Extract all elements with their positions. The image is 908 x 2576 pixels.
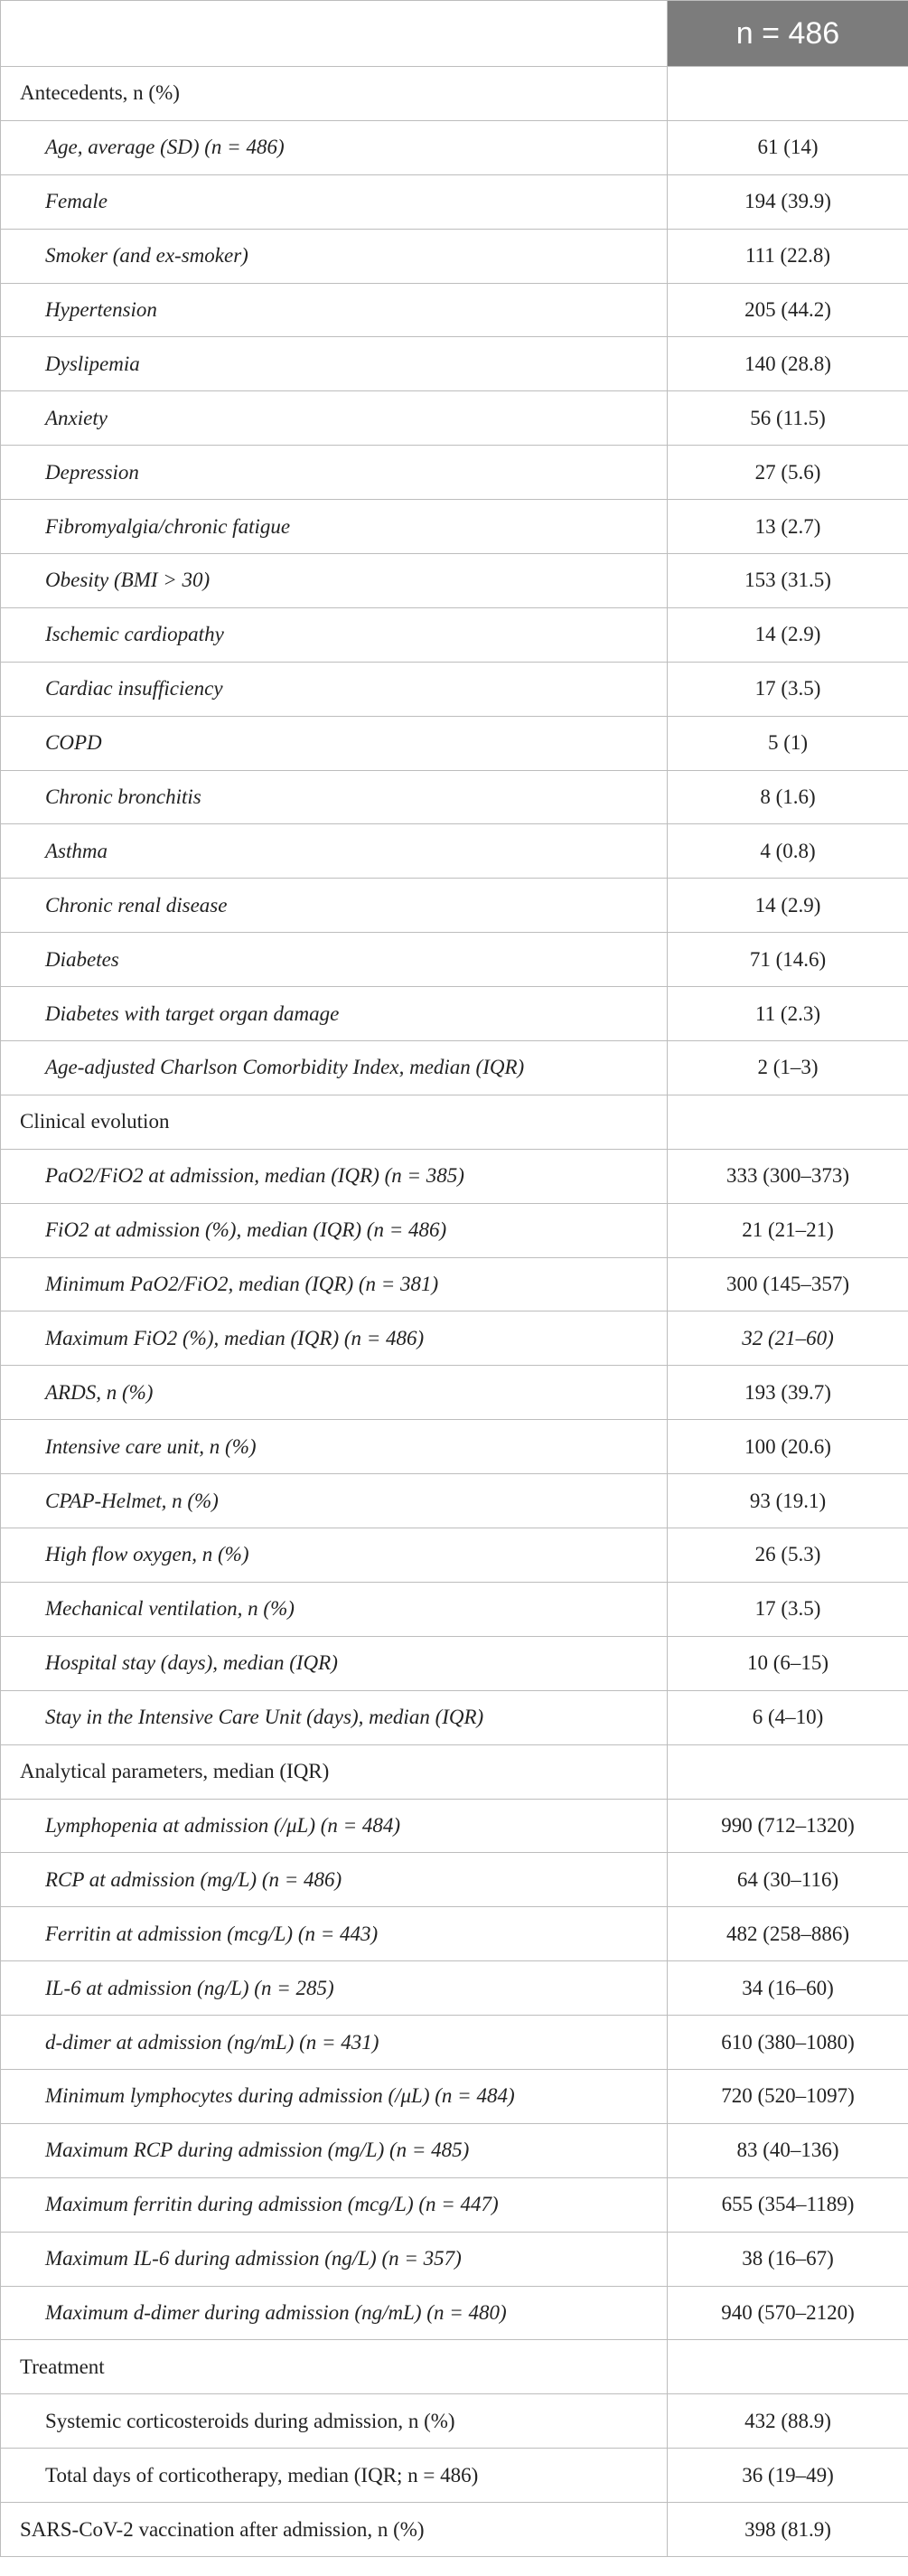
table-row (1, 2449, 908, 2503)
row-value: 482 (258–886) (668, 1907, 908, 1961)
row-value: 11 (2.3) (668, 987, 908, 1041)
row-value: 36 (19–49) (668, 2449, 908, 2503)
section-title: Clinical evolution (1, 1095, 668, 1149)
row-label: Total days of corticotherapy, median (IQR; n = 486) (1, 2449, 668, 2503)
row-value: 93 (19.1) (668, 1474, 908, 1528)
row-value: 720 (520–1097) (668, 2069, 908, 2123)
row-value: 990 (712–1320) (668, 1799, 908, 1853)
row-label: Lymphopenia at admission (/μL) (n = 484) (1, 1799, 668, 1853)
section-title: Treatment (1, 2340, 668, 2394)
row-label: Minimum PaO2/FiO2, median (IQR) (n = 381) (1, 1257, 668, 1312)
table-row (1, 2503, 908, 2557)
row-value: 32 (21–60) (668, 1312, 908, 1366)
row-label: Mechanical ventilation, n (%) (1, 1582, 668, 1636)
row-value: 333 (300–373) (668, 1149, 908, 1203)
row-label: COPD (1, 716, 668, 770)
table-row (1, 1041, 908, 1095)
section-row (1, 1744, 908, 1799)
table-row (1, 337, 908, 391)
row-label: Age, average (SD) (n = 486) (1, 120, 668, 174)
table-row (1, 1961, 908, 2016)
row-value: 2 (1–3) (668, 1041, 908, 1095)
row-value: 34 (16–60) (668, 1961, 908, 2016)
section-title: Analytical parameters, median (IQR) (1, 1744, 668, 1799)
row-label: Cardiac insufficiency (1, 662, 668, 716)
table-row (1, 1312, 908, 1366)
table-row (1, 1636, 908, 1690)
row-label: Minimum lymphocytes during admission (/μL) (n = 484) (1, 2069, 668, 2123)
row-value: 14 (2.9) (668, 607, 908, 662)
row-label: Asthma (1, 824, 668, 879)
row-value: 432 (88.9) (668, 2394, 908, 2449)
table-row (1, 2016, 908, 2070)
row-label: Diabetes (1, 933, 668, 987)
table-row (1, 1907, 908, 1961)
row-label: RCP at admission (mg/L) (n = 486) (1, 1853, 668, 1907)
table-row (1, 391, 908, 446)
section-title: Antecedents, n (%) (1, 67, 668, 121)
table-row (1, 446, 908, 500)
table-row (1, 987, 908, 1041)
row-label: Anxiety (1, 391, 668, 446)
row-value: 5 (1) (668, 716, 908, 770)
section-empty-cell (668, 1744, 908, 1799)
section-row (1, 1095, 908, 1149)
table-row (1, 1690, 908, 1744)
table-row (1, 1149, 908, 1203)
row-label: Ferritin at admission (mcg/L) (n = 443) (1, 1907, 668, 1961)
row-value: 398 (81.9) (668, 2503, 908, 2557)
row-label: CPAP-Helmet, n (%) (1, 1474, 668, 1528)
row-value: 13 (2.7) (668, 500, 908, 554)
row-value: 38 (16–67) (668, 2232, 908, 2286)
row-label: IL-6 at admission (ng/L) (n = 285) (1, 1961, 668, 2016)
row-label: Smoker (and ex-smoker) (1, 229, 668, 283)
row-value: 655 (354–1189) (668, 2177, 908, 2232)
section-empty-cell (668, 2340, 908, 2394)
section-row (1, 2340, 908, 2394)
table-row (1, 1582, 908, 1636)
row-value: 111 (22.8) (668, 229, 908, 283)
row-label: FiO2 at admission (%), median (IQR) (n = 486) (1, 1203, 668, 1257)
row-label: Female (1, 174, 668, 229)
table-row (1, 1366, 908, 1420)
table-row (1, 229, 908, 283)
row-label: Diabetes with target organ damage (1, 987, 668, 1041)
table-row (1, 2123, 908, 2177)
row-label: PaO2/FiO2 at admission, median (IQR) (n = 385) (1, 1149, 668, 1203)
table-row (1, 500, 908, 554)
row-label: Systemic corticosteroids during admission, n (%) (1, 2394, 668, 2449)
row-value: 71 (14.6) (668, 933, 908, 987)
row-value: 14 (2.9) (668, 879, 908, 933)
row-label: ARDS, n (%) (1, 1366, 668, 1420)
row-value: 205 (44.2) (668, 283, 908, 337)
row-label: Intensive care unit, n (%) (1, 1420, 668, 1474)
table-row (1, 120, 908, 174)
table-header-row (1, 1, 908, 67)
row-value: 6 (4–10) (668, 1690, 908, 1744)
row-value: 8 (1.6) (668, 770, 908, 824)
row-label: Ischemic cardiopathy (1, 607, 668, 662)
row-label: Maximum ferritin during admission (mcg/L) (n = 447) (1, 2177, 668, 2232)
row-value: 4 (0.8) (668, 824, 908, 879)
table-row (1, 662, 908, 716)
table-row (1, 1420, 908, 1474)
table-row (1, 2286, 908, 2340)
row-value: 64 (30–116) (668, 1853, 908, 1907)
row-label: Age-adjusted Charlson Comorbidity Index, median (IQR) (1, 1041, 668, 1095)
table-row (1, 1474, 908, 1528)
row-label: Obesity (BMI > 30) (1, 554, 668, 608)
table-row (1, 554, 908, 608)
row-label: d-dimer at admission (ng/mL) (n = 431) (1, 2016, 668, 2070)
table-row (1, 2394, 908, 2449)
row-value: 17 (3.5) (668, 1582, 908, 1636)
table-row (1, 2177, 908, 2232)
section-row (1, 67, 908, 121)
row-value: 56 (11.5) (668, 391, 908, 446)
table-row (1, 1203, 908, 1257)
header-n-cell: n = 486 (668, 1, 908, 67)
row-value: 17 (3.5) (668, 662, 908, 716)
row-label: Maximum IL-6 during admission (ng/L) (n = 357) (1, 2232, 668, 2286)
row-value: 153 (31.5) (668, 554, 908, 608)
section-empty-cell (668, 67, 908, 121)
row-value: 61 (14) (668, 120, 908, 174)
row-label: Chronic renal disease (1, 879, 668, 933)
row-label: Fibromyalgia/chronic fatigue (1, 500, 668, 554)
table-row (1, 2232, 908, 2286)
row-value: 193 (39.7) (668, 1366, 908, 1420)
row-label: Maximum d-dimer during admission (ng/mL) (n = 480) (1, 2286, 668, 2340)
table-row (1, 824, 908, 879)
table-row (1, 716, 908, 770)
section-empty-cell (668, 1095, 908, 1149)
row-label: Dyslipemia (1, 337, 668, 391)
table-row (1, 2069, 908, 2123)
row-value: 610 (380–1080) (668, 2016, 908, 2070)
table-row (1, 933, 908, 987)
row-value: 140 (28.8) (668, 337, 908, 391)
row-label: Maximum RCP during admission (mg/L) (n = 485) (1, 2123, 668, 2177)
table-row (1, 1528, 908, 1583)
header-empty-cell (1, 1, 668, 67)
table-body (1, 67, 908, 2557)
table-row (1, 879, 908, 933)
row-value: 27 (5.6) (668, 446, 908, 500)
row-label: Hypertension (1, 283, 668, 337)
row-label: Maximum FiO2 (%), median (IQR) (n = 486) (1, 1312, 668, 1366)
row-label: Stay in the Intensive Care Unit (days), median (IQR) (1, 1690, 668, 1744)
row-label: SARS-CoV-2 vaccination after admission, n (%) (1, 2503, 668, 2557)
row-label: Depression (1, 446, 668, 500)
row-label: Chronic bronchitis (1, 770, 668, 824)
row-value: 100 (20.6) (668, 1420, 908, 1474)
table-row (1, 770, 908, 824)
row-value: 26 (5.3) (668, 1528, 908, 1583)
row-value: 10 (6–15) (668, 1636, 908, 1690)
table-row (1, 607, 908, 662)
table-row (1, 174, 908, 229)
table-row (1, 1257, 908, 1312)
row-label: Hospital stay (days), median (IQR) (1, 1636, 668, 1690)
row-value: 940 (570–2120) (668, 2286, 908, 2340)
row-value: 300 (145–357) (668, 1257, 908, 1312)
row-value: 21 (21–21) (668, 1203, 908, 1257)
table-row (1, 1853, 908, 1907)
row-value: 83 (40–136) (668, 2123, 908, 2177)
table-row (1, 1799, 908, 1853)
row-value: 194 (39.9) (668, 174, 908, 229)
table-row (1, 283, 908, 337)
row-label: High flow oxygen, n (%) (1, 1528, 668, 1583)
